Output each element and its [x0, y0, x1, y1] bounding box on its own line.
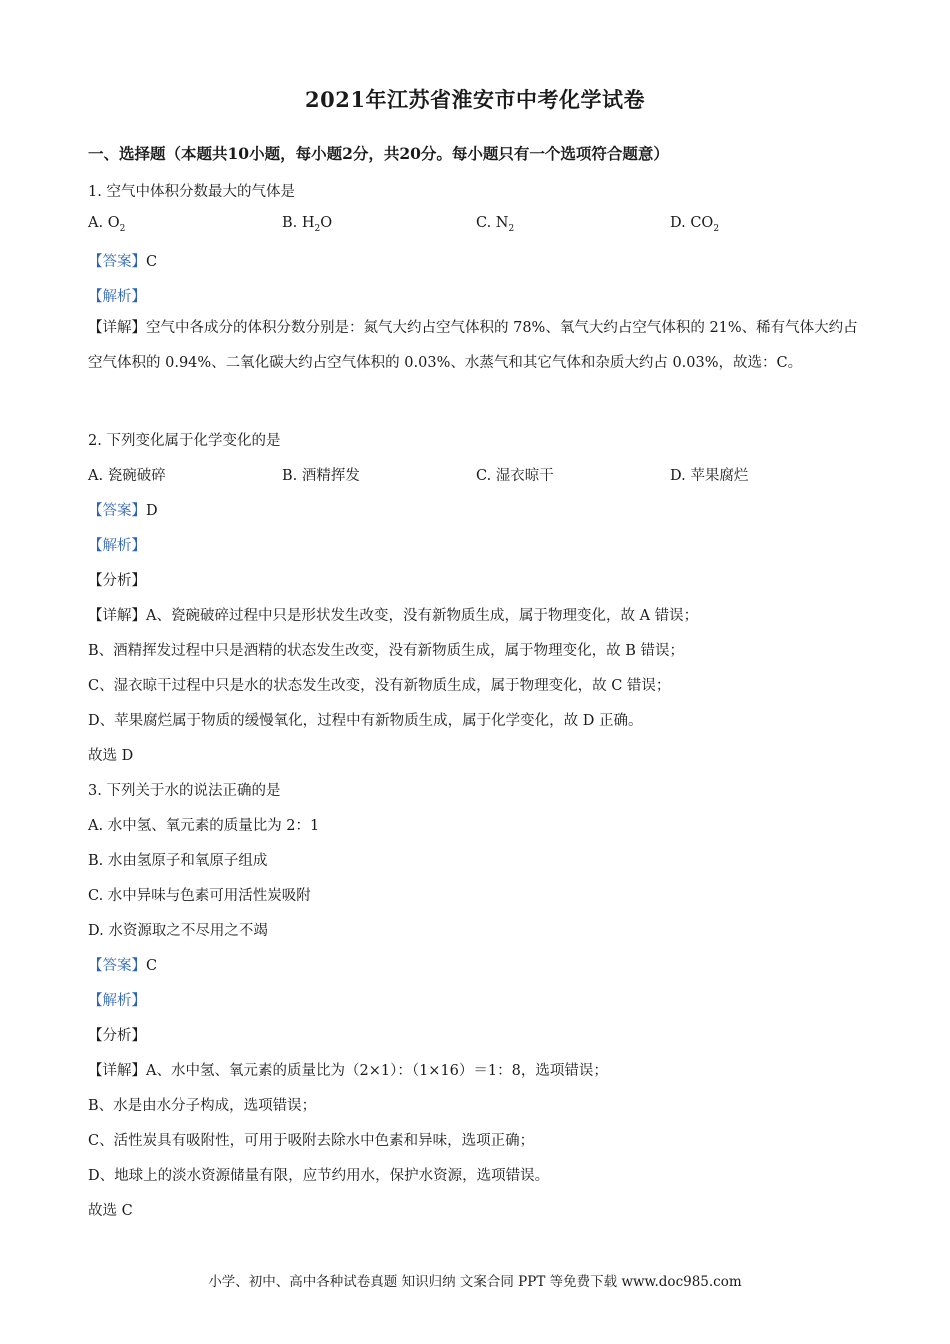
page-footer: 小学、初中、高中各种试卷真题 知识归纳 文案合同 PPT 等免费下载 www.doc985.com — [208, 1274, 742, 1290]
q2-detail-line: B、酒精挥发过程中只是酒精的状态发生改变，没有新物质生成，属于物理变化，故 B 错误； — [88, 643, 685, 659]
q3-detail-line: 【详解】A、水中氢、氧元素的质量比为（2×1）：（1×16）＝1：8，选项错误； — [88, 1063, 608, 1079]
q1-stem: 1. 空气中体积分数最大的气体是 — [88, 184, 295, 200]
q2-stem: 2. 下列变化属于化学变化的是 — [88, 433, 281, 449]
q3-option-b: B. 水由氢原子和氧原子组成 — [88, 853, 268, 869]
q2-detail-line: 【详解】A、瓷碗破碎过程中只是形状发生改变，没有新物质生成，属于物理变化，故 A 错误； — [88, 608, 699, 624]
q2-option-c: C. 湿衣晾干 — [476, 468, 554, 484]
q1-analysis-label: 【解析】 — [88, 289, 146, 305]
q3-stem: 3. 下列关于水的说法正确的是 — [88, 783, 281, 799]
q2-conclusion: 故选 D — [88, 748, 134, 764]
q1-option-d: D. $CO_2$ — [670, 215, 720, 234]
q3-detail-line: B、水是由水分子构成，选项错误； — [88, 1098, 317, 1114]
q1-option-b: B. $H_2O$ — [282, 215, 333, 234]
q3-detail-line: D、地球上的淡水资源储量有限，应节约用水，保护水资源，选项错误。 — [88, 1168, 550, 1184]
q2-option-a: A. 瓷碗破碎 — [88, 468, 166, 484]
q1-option-a: A. $O_2$ — [88, 215, 126, 234]
page-title: 2021年江苏省淮安市中考化学试卷 — [305, 87, 645, 112]
q3-option-c: C. 水中异味与色素可用活性炭吸附 — [88, 888, 311, 904]
q2-fenxi-label: 【分析】 — [88, 573, 146, 589]
q2-answer: 【答案】D — [88, 503, 158, 519]
q3-fenxi-label: 【分析】 — [88, 1028, 146, 1044]
q1-detail: 【详解】空气中各成分的体积分数分别是：氮气大约占空气体积的 78%、氧气大约占空气体积的 21%、稀有气体大约占空气体积的 0.94%、二氧化碳大约占空气体积的 0.03%、水蒸气和其它气体和杂质大约占 0.03%，故选：C。 — [88, 320, 858, 371]
q3-option-d: D. 水资源取之不尽用之不竭 — [88, 923, 268, 939]
q1-option-c: C. $N_2$ — [476, 215, 515, 234]
q3-option-a: A. 水中氢、氧元素的质量比为 2：1 — [88, 818, 320, 834]
q2-option-b: B. 酒精挥发 — [282, 468, 360, 484]
q2-detail-line: D、苹果腐烂属于物质的缓慢氧化，过程中有新物质生成，属于化学变化，故 D 正确。 — [88, 713, 643, 729]
q3-analysis-label: 【解析】 — [88, 993, 146, 1009]
q2-analysis-label: 【解析】 — [88, 538, 146, 554]
q3-detail-line: C、活性炭具有吸附性，可用于吸附去除水中色素和异味，选项正确； — [88, 1133, 535, 1149]
q2-detail-line: C、湿衣晾干过程中只是水的状态发生改变，没有新物质生成，属于物理变化，故 C 错误； — [88, 678, 671, 694]
q2-option-d: D. 苹果腐烂 — [670, 468, 749, 484]
q3-answer: 【答案】C — [88, 958, 158, 974]
q3-conclusion: 故选 C — [88, 1203, 133, 1219]
q1-answer: 【答案】C — [88, 254, 158, 270]
section-heading: 一、选择题（本题共10小题，每小题2分，共20分。每小题只有一个选项符合题意） — [88, 144, 669, 163]
